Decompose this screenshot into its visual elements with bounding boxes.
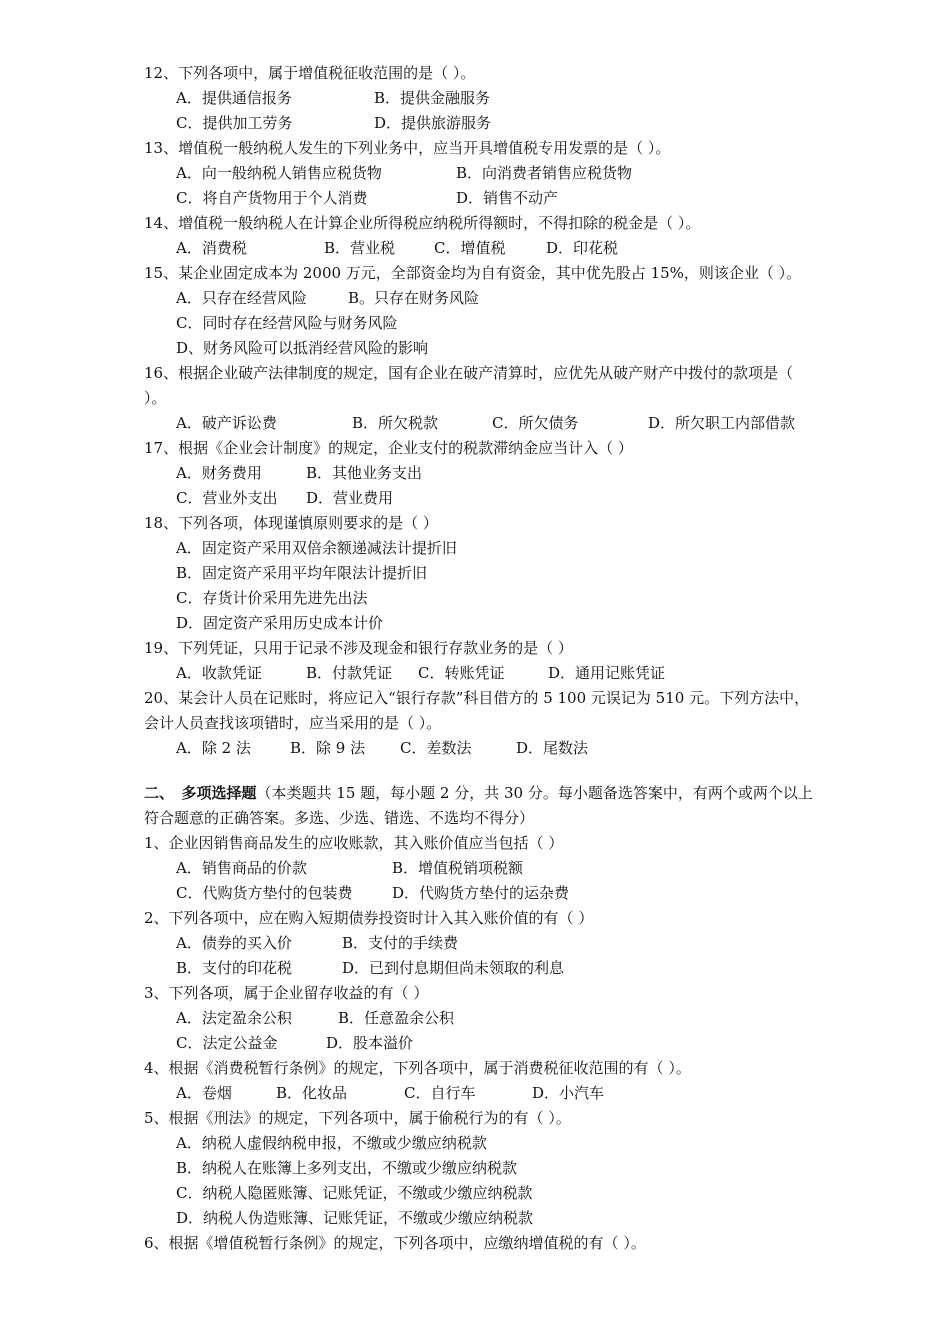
question-stem: 12、下列各项中，属于增值税征收范围的是（ ）。: [144, 64, 476, 82]
option: C．所欠债务: [492, 414, 579, 432]
option: A．提供通信报务: [176, 89, 292, 107]
option-row: [144, 561, 814, 586]
option: A．消费税: [176, 239, 247, 257]
option: D．印花税: [546, 239, 619, 257]
option-row: [144, 236, 814, 261]
option-row: [144, 111, 814, 136]
option: C．营业外支出: [176, 489, 278, 507]
option: A．财务费用: [176, 464, 262, 482]
option-row: [144, 931, 814, 956]
option-row: [144, 661, 814, 686]
option-row: [144, 336, 814, 361]
option-row: [144, 1006, 814, 1031]
option: D．固定资产采用历史成本计价: [176, 614, 384, 632]
option: B．纳税人在账簿上多列支出，不缴或少缴应纳税款: [176, 1159, 518, 1177]
option: B．其他业务支出: [306, 464, 423, 482]
option-row: [144, 461, 814, 486]
question-stem: 19、下列凭证，只用于记录不涉及现金和银行存款业务的是（ ）: [144, 639, 573, 657]
option-row: [144, 286, 814, 311]
option-row: [144, 956, 814, 981]
option-row: [144, 1081, 814, 1106]
option-row: [144, 411, 814, 436]
question-stem: 20、某会计人员在记账时，将应记入“银行存款”科目借方的 5 100 元误记为 510 元。下列方法中，会计人员查找该项错时，应当采用的是（ ）。: [144, 689, 810, 732]
option: A．债券的买入价: [176, 934, 292, 952]
option-row: [144, 536, 814, 561]
section-title: 二、 多项选择题: [144, 784, 257, 802]
option: D．营业费用: [306, 489, 394, 507]
option: B．向消费者销售应税货物: [456, 164, 633, 182]
option-row: [144, 486, 814, 511]
option-row: [144, 881, 814, 906]
section-heading: [144, 781, 814, 831]
question-stem: 13、增值税一般纳税人发生的下列业务中，应当开具增值税专用发票的是（ ）。: [144, 139, 671, 157]
option: B．支付的手续费: [342, 934, 459, 952]
option-row: [144, 186, 814, 211]
option-row: [144, 1206, 814, 1231]
option-row: [144, 586, 814, 611]
section-note: （本类题共 15 题，每小题 2 分，共 30 分。每小题备选答案中，有两个或两个以上符合题意的正确答案。多选、少选、错选、不选均不得分）: [144, 784, 813, 827]
question-stem: 5、根据《刑法》的规定，下列各项中，属于偷税行为的有（ ）。: [144, 1109, 571, 1127]
option: D．销售不动产: [456, 189, 559, 207]
option: C．存货计价采用先进先出法: [176, 589, 368, 607]
option: A．销售商品的价款: [176, 859, 307, 877]
question-stem: 14、增值税一般纳税人在计算企业所得税应纳税所得额时，不得扣除的税金是（ ）。: [144, 214, 701, 232]
option: A．只存在经营风险: [176, 289, 307, 307]
option: C．增值税: [434, 239, 506, 257]
option: D．已到付息期但尚未领取的利息: [342, 959, 565, 977]
option: C．差数法: [400, 739, 472, 757]
option: B．提供金融服务: [374, 89, 491, 107]
option: A．除 2 法: [176, 739, 251, 757]
option: A．纳税人虚假纳税申报，不缴或少缴应纳税款: [176, 1134, 487, 1152]
option: D、财务风险可以抵消经营风险的影响: [176, 339, 429, 357]
option: D．股本溢价: [326, 1034, 414, 1052]
document-content: [144, 61, 814, 1256]
option: B．化妆品: [276, 1084, 348, 1102]
option: C．代购货方垫付的包装费: [176, 884, 353, 902]
question-stem: 17、根据《企业会计制度》的规定，企业支付的税款滞纳金应当计入（ ）: [144, 439, 633, 457]
option-row: [144, 1031, 814, 1056]
option: D．代购货方垫付的运杂费: [392, 884, 570, 902]
question-stem: 2、下列各项中，应在购入短期债券投资时计入其入账价值的有（ ）: [144, 909, 594, 927]
option-row: [144, 86, 814, 111]
option: D．所欠职工内部借款: [648, 414, 796, 432]
option: C．纳税人隐匿账簿、记账凭证，不缴或少缴应纳税款: [176, 1184, 533, 1202]
option-row: [144, 1131, 814, 1156]
option: B．营业税: [324, 239, 396, 257]
option-row: [144, 1181, 814, 1206]
question-stem: 6、根据《增值税暂行条例》的规定，下列各项中，应缴纳增值税的有（ ）。: [144, 1234, 646, 1252]
option: D．小汽车: [532, 1084, 605, 1102]
option-row: [144, 161, 814, 186]
question-stem: 18、下列各项，体现谨慎原则要求的是（ ）: [144, 514, 438, 532]
option-row: [144, 856, 814, 881]
option-row: [144, 611, 814, 636]
question-stem: 4、根据《消费税暂行条例》的规定，下列各项中，属于消费税征收范围的有（ ）。: [144, 1059, 691, 1077]
option: B．除 9 法: [290, 739, 366, 757]
question-stem: 1、企业因销售商品发生的应收账款，其入账价值应当包括（ ）: [144, 834, 564, 852]
option: A．收款凭证: [176, 664, 262, 682]
option: C．转账凭证: [418, 664, 505, 682]
spacer: [144, 761, 814, 781]
option: B．增值税销项税额: [392, 859, 524, 877]
option: C．自行车: [404, 1084, 476, 1102]
option: B．支付的印花税: [176, 959, 293, 977]
option: C．同时存在经营风险与财务风险: [176, 314, 398, 332]
option: A．向一般纳税人销售应税货物: [176, 164, 382, 182]
option: A．法定盈余公积: [176, 1009, 292, 1027]
option: D．通用记账凭证: [548, 664, 666, 682]
option: B。只存在财务风险: [348, 289, 480, 307]
question-stem: 15、某企业固定成本为 2000 万元，全部资金均为自有资金，其中优先股占 15%，则该企业（ ）。: [144, 264, 802, 282]
option: A．卷烟: [176, 1084, 232, 1102]
option: D．提供旅游服务: [374, 114, 492, 132]
option: B．固定资产采用平均年限法计提折旧: [176, 564, 428, 582]
option: B．任意盈余公积: [338, 1009, 455, 1027]
option-row: [144, 1156, 814, 1181]
option: D．尾数法: [516, 739, 589, 757]
option: D．纳税人伪造账簿、记账凭证，不缴或少缴应纳税款: [176, 1209, 534, 1227]
option-row: [144, 311, 814, 336]
question-stem: 16、根据企业破产法律制度的规定，国有企业在破产清算时，应优先从破产财产中拨付的款项是（ ）。: [144, 364, 794, 407]
option: B．付款凭证: [306, 664, 393, 682]
option: C．法定公益金: [176, 1034, 278, 1052]
option: A．破产诉讼费: [176, 414, 277, 432]
option: C．提供加工劳务: [176, 114, 293, 132]
option: C．将自产货物用于个人消费: [176, 189, 368, 207]
question-stem: 3、下列各项，属于企业留存收益的有（ ）: [144, 984, 429, 1002]
option: A．固定资产采用双倍余额递减法计提折旧: [176, 539, 457, 557]
option: B．所欠税款: [352, 414, 439, 432]
option-row: [144, 736, 814, 761]
